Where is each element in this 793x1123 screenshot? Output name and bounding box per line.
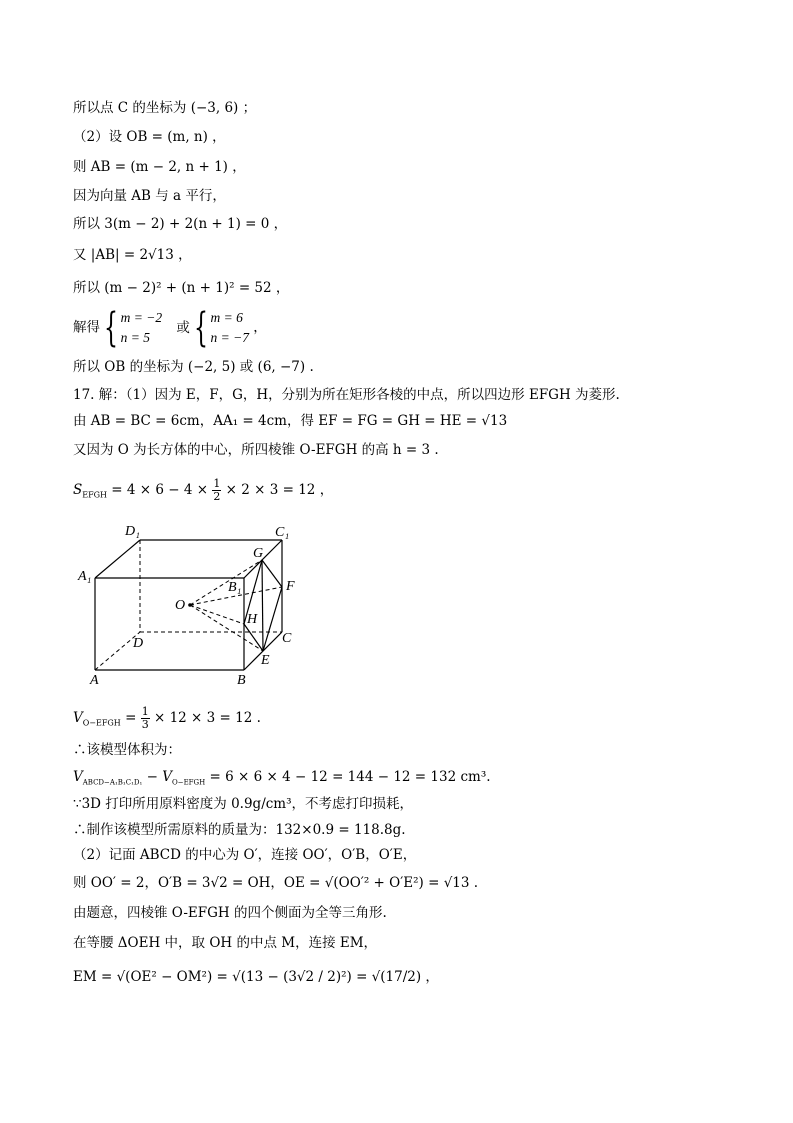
text-line-5: 所以 3(m − 2) + 2(n + 1) = 0 ， (73, 216, 288, 232)
label-F: F (286, 579, 295, 594)
label-H: H (247, 612, 258, 627)
text-line-21: 由题意，四棱锥 O-EFGH 的四个侧面为全等三角形. (73, 905, 387, 921)
volume-subscript: O−EFGH (82, 718, 121, 728)
volume-symbol: V (73, 710, 83, 726)
text-line-4: 因为向量 AB 与 a 平行， (73, 188, 226, 204)
equation-system-line (73, 305, 267, 351)
area-subscript: EFGH (82, 490, 108, 500)
cuboid-figure (70, 518, 310, 690)
system-2 (210, 308, 248, 348)
text-line-17: ∵3D 打印所用原料密度为 0.9g/cm³，不考虑打印损耗， (73, 796, 414, 812)
volume-expr-b: × 12 × 3 = 12 . (149, 710, 261, 726)
center-point-O (188, 603, 192, 607)
v2-symbol: − V (142, 769, 172, 785)
fraction-half (212, 478, 221, 503)
area-expr-a: = 4 × 6 − 4 × (107, 482, 213, 498)
label-A: A (90, 673, 99, 688)
text-line-3: 则 AB = (m − 2, n + 1) ， (73, 159, 246, 175)
text-line-7: 所以 (m − 2)² + (n + 1)² = 52 ， (73, 280, 290, 296)
text-line-16 (73, 768, 491, 792)
text-line-1: 所以点 C 的坐标为 (−3, 6) ； (73, 100, 257, 116)
system-prefix: 解得 (73, 319, 100, 336)
text-line-9: 所以 OB 的坐标为 (−2, 5) 或 (6, −7) . (73, 359, 314, 375)
area-symbol: S (73, 482, 83, 498)
text-line-20: 则 OO′ = 2，O′B = 3√2 = OH，OE = √(OO′² + O′E²) = √13 . (73, 875, 479, 891)
label-C1: C₁ (275, 525, 290, 540)
volume-calc: = 6 × 6 × 4 − 12 = 144 − 12 = 132 cm³. (205, 769, 491, 785)
text-line-18: ∴制作该模型所需原料的质量为：132×0.9 = 118.8g. (73, 822, 406, 838)
text-line-12: 又因为 O 为长方体的中心，所四棱锥 O-EFGH 的高 h = 3 . (73, 442, 439, 458)
fraction-third-num: 1 (141, 705, 149, 718)
label-D1: D₁ (125, 524, 140, 539)
text-line-19: （2）记面 ABCD 的中心为 O′，连接 OO′，O′B，O′E， (73, 847, 417, 863)
brace-glyph-1: { (104, 305, 119, 351)
system-2-row-2: n = −7 (210, 330, 249, 345)
volume-expr-a: = (120, 710, 141, 726)
system-1-row-1: m = −2 (120, 310, 163, 325)
fraction-half-num: 1 (213, 477, 221, 490)
label-A1: A₁ (78, 569, 92, 584)
system-suffix: ， (253, 319, 267, 336)
label-G: G (253, 546, 264, 561)
label-E: E (261, 653, 270, 668)
label-B: B (237, 673, 246, 688)
fraction-third-den: 3 (141, 718, 149, 731)
system-1 (121, 308, 162, 348)
v1-subscript: ABCD−A₁B₁C₁D₁ (82, 778, 143, 787)
text-line-6: 又 |AB| = 2√13 ， (73, 247, 192, 263)
text-line-11: 由 AB = BC = 6cm，AA₁ = 4cm，得 EF = FG = GH = HE = √13 (73, 413, 508, 429)
text-line-14 (73, 706, 261, 733)
system-2-row-1: m = 6 (210, 310, 243, 325)
system-or: 或 (176, 319, 190, 336)
label-O: O (175, 598, 186, 613)
v1-symbol: V (73, 769, 83, 785)
label-D: D (133, 636, 144, 651)
text-line-10: 17. 解：（1）因为 E，F，G，H，分别为所在矩形各棱的中点，所以四边形 EFGH 为菱形. (73, 387, 620, 403)
text-line-13 (73, 478, 333, 505)
text-line-15: ∴该模型体积为： (73, 742, 181, 758)
label-B1: B₁ (228, 580, 242, 595)
text-line-23: EM = √(OE² − OM²) = √(13 − (3√2 / 2)²) = √(17/2) ， (73, 969, 439, 985)
text-line-22: 在等腰 ΔOEH 中，取 OH 的中点 M，连接 EM， (73, 935, 378, 951)
fraction-half-den: 2 (213, 490, 221, 503)
system-1-row-2: n = 5 (120, 330, 150, 345)
text-line-2: （2）设 OB = (m, n) ， (73, 129, 226, 145)
fraction-third (141, 706, 150, 731)
label-C: C (282, 631, 292, 646)
area-expr-b: × 2 × 3 = 12 ， (221, 482, 334, 498)
v2-subscript: O−EFGH (171, 778, 206, 787)
brace-glyph-2: { (194, 305, 209, 351)
